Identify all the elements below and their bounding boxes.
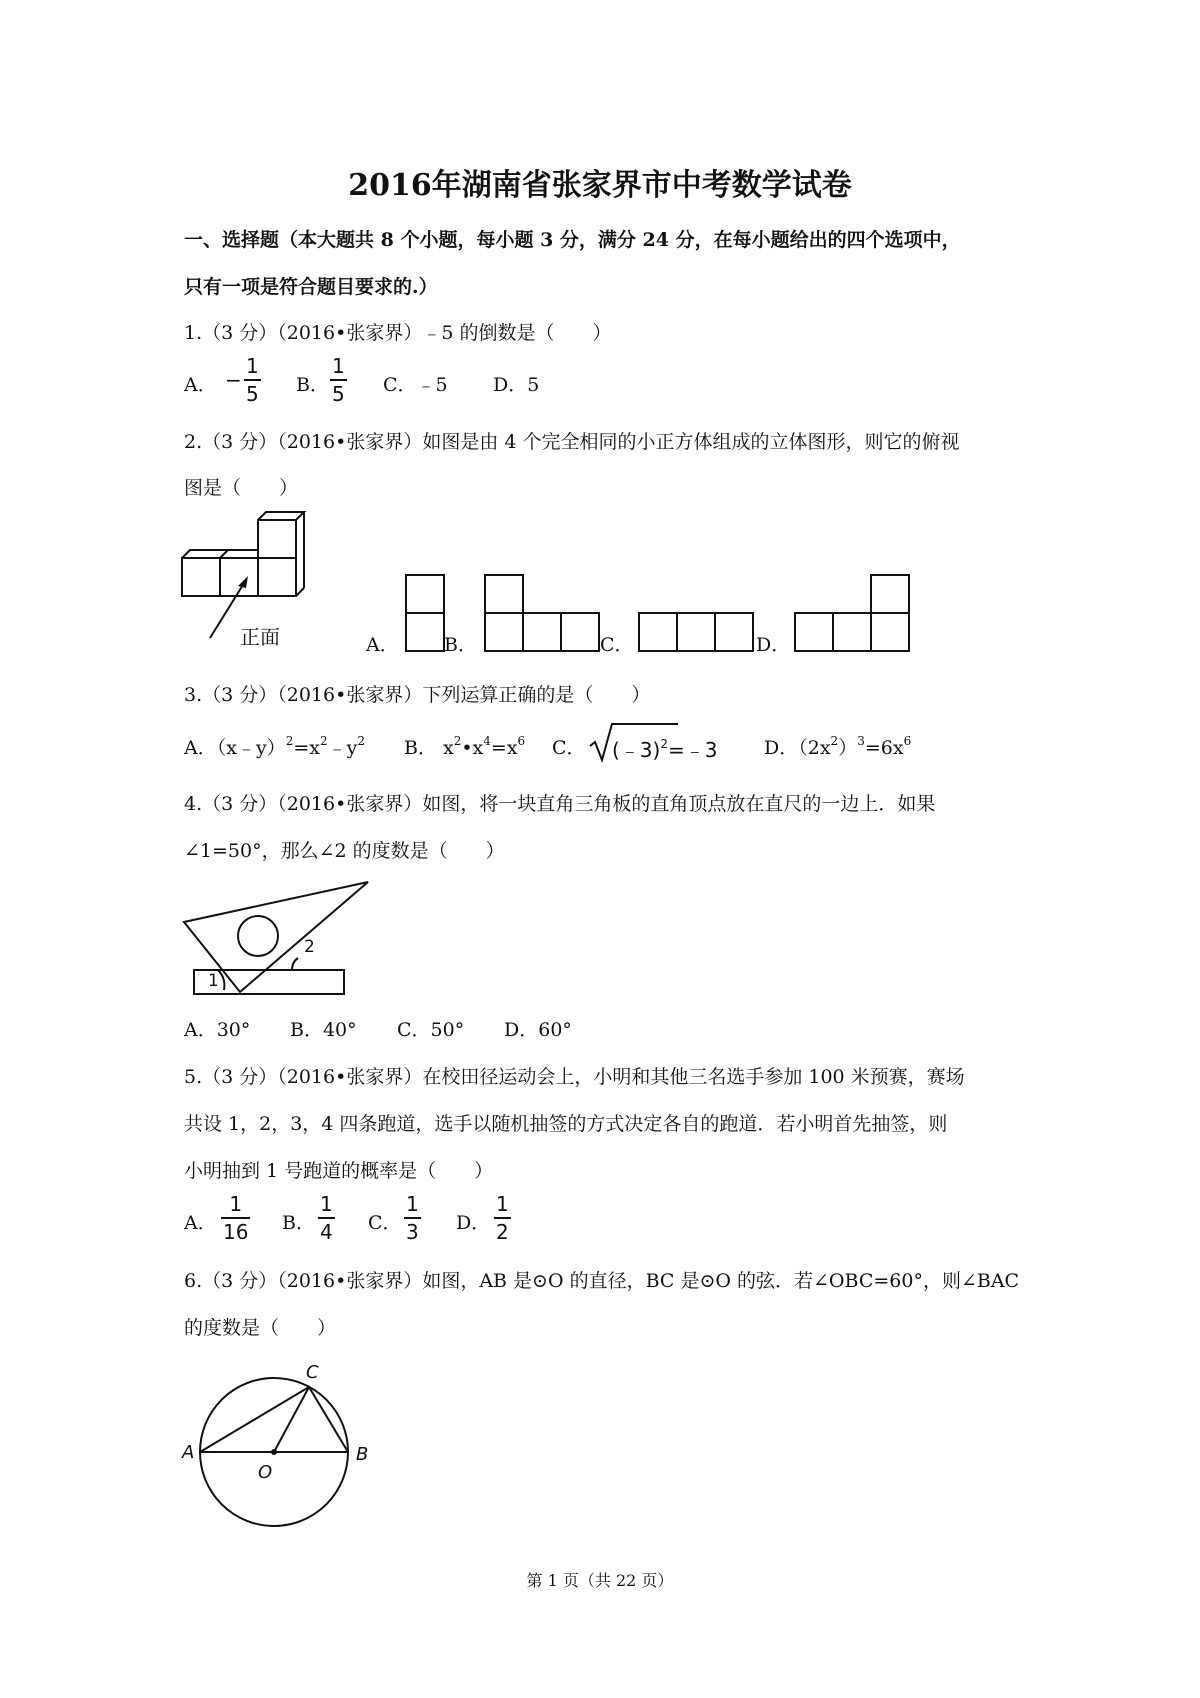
- q3-b-e2: 4: [483, 734, 491, 748]
- q5-option-c-label: C．: [368, 1212, 402, 1234]
- q1-a-denominator: 5: [246, 382, 259, 406]
- q5-option-a-label: A．: [184, 1212, 217, 1234]
- q3-d-label: D．: [764, 737, 799, 759]
- q2-cube-figure: [180, 518, 325, 648]
- q5-option-a-fraction: [221, 1193, 250, 1243]
- q1-b-numerator: 1: [332, 354, 345, 378]
- q3-option-a: [184, 733, 365, 760]
- q3-d-e2: 3: [857, 734, 865, 748]
- q6-label-c: C: [306, 1362, 319, 1383]
- question-2-stem-line1: 2.（3 分）（2016•张家界）如图是由 4 个完全相同的小正方体组成的立体图形，则它的俯视: [184, 431, 960, 453]
- q3-a-rest: =x: [293, 737, 320, 759]
- q6-label-b: B: [356, 1444, 369, 1465]
- q5-c-denominator: 3: [406, 1220, 419, 1244]
- q3-a-exp3: 2: [357, 734, 365, 748]
- q3-d-e3: 6: [903, 734, 912, 748]
- question-4-stem-line1: 4.（3 分）（2016•张家界）如图，将一块直角三角板的直角顶点放在直尺的一边上．如果: [184, 793, 936, 815]
- q3-option-d: [764, 733, 911, 760]
- page-footer: 第 1 页（共 22 页）: [526, 1571, 674, 1590]
- q3-b-label: B．: [404, 737, 437, 759]
- q2-option-a-figure: [405, 574, 447, 654]
- fraction-bar: [221, 1217, 250, 1219]
- q3-a-exp: 2: [285, 734, 294, 748]
- q2-option-c-figure: [638, 612, 756, 654]
- q3-b-rest: =x: [490, 737, 518, 759]
- q3-a-exp2: 2: [319, 734, 328, 748]
- q3-option-c-label: C．: [552, 737, 586, 759]
- fraction-bar: [404, 1217, 421, 1219]
- q2-option-d-figure: [794, 574, 912, 654]
- q4-angle1-label: 1: [208, 971, 219, 991]
- question-5-stem-line2: 共设 1，2，3，4 四条跑道，选手以随机抽签的方式决定各自的跑道．若小明首先抽签，则: [184, 1113, 948, 1135]
- q2-option-d-label: D．: [756, 634, 791, 656]
- q1-option-d: D．5: [493, 374, 540, 396]
- q3-b-e1: 2: [453, 734, 462, 748]
- fraction-bar: [244, 379, 261, 381]
- q4-option-b: B．40°: [290, 1019, 357, 1041]
- q3-c-radicand: [612, 734, 717, 763]
- q4-option-a: A．30°: [184, 1019, 251, 1041]
- question-4-stem-line2: ∠1=50°，那么∠2 的度数是（ ）: [184, 840, 505, 862]
- question-1-stem: 1.（3 分）（2016•张家界）﹣5 的倒数是（ ）: [184, 322, 612, 344]
- q3-d-close: ）: [838, 737, 858, 759]
- q2-front-label: 正面: [240, 625, 280, 649]
- q3-option-b: [404, 733, 525, 760]
- q4-angle2-label: 2: [304, 937, 315, 957]
- q5-b-numerator: 1: [320, 1192, 333, 1216]
- q1-option-b-fraction: [330, 355, 347, 405]
- q5-a-numerator: 1: [229, 1192, 243, 1216]
- q2-option-c-label: C．: [600, 634, 634, 656]
- q3-c-radicand-base: (﹣3): [612, 738, 661, 762]
- q3-b-mid: •x: [461, 737, 484, 759]
- q5-option-b-label: B．: [282, 1212, 315, 1234]
- q3-d-rest: =6x: [864, 737, 904, 759]
- q3-d-e1: 2: [830, 734, 839, 748]
- q3-a-base: （x﹣y）: [216, 737, 286, 759]
- q1-option-a-sign: −: [225, 368, 242, 392]
- q1-option-a-label: A．: [184, 374, 217, 396]
- q2-option-b-figure: [484, 574, 602, 654]
- q1-option-a-fraction: [244, 355, 261, 405]
- q2-option-b-label: B．: [444, 634, 477, 656]
- fraction-bar: [494, 1217, 511, 1219]
- question-2-stem-line2: 图是（ ）: [184, 477, 299, 499]
- q2-option-a-label: A．: [366, 634, 399, 656]
- q3-c-exp: 2: [660, 737, 668, 751]
- question-6-stem-line1: 6.（3 分）（2016•张家界）如图，AB 是⊙O 的直径，BC 是⊙O 的弦．若∠OBC=60°，则∠BAC: [184, 1270, 1020, 1292]
- question-5-stem-line3: 小明抽到 1 号跑道的概率是（ ）: [184, 1160, 494, 1182]
- question-5-stem-line1: 5.（3 分）（2016•张家界）在校田径运动会上，小明和其他三名选手参加 100 米预赛，赛场: [184, 1066, 965, 1088]
- fraction-bar: [318, 1217, 335, 1219]
- q1-option-b-label: B．: [296, 374, 329, 396]
- q1-b-denominator: 5: [332, 382, 345, 406]
- section-header-line2: 只有一项是符合题目要求的.）: [184, 276, 438, 298]
- q5-d-numerator: 1: [496, 1192, 509, 1216]
- page-title: 2016年湖南省张家界市中考数学试卷: [348, 168, 852, 203]
- q5-d-denominator: 2: [496, 1220, 509, 1244]
- question-6-stem-line2: 的度数是（ ）: [184, 1317, 337, 1339]
- q3-a-rest2: ﹣y: [327, 737, 358, 759]
- q4-triangle-ruler-figure: [180, 880, 380, 1000]
- q6-label-o: O: [258, 1462, 273, 1483]
- q5-option-d-label: D．: [456, 1212, 491, 1234]
- section-header-line1: 一、选择题（本大题共 8 个小题，每小题 3 分，满分 24 分，在每小题给出的四个选项中，: [184, 229, 961, 251]
- question-3-stem: 3.（3 分）（2016•张家界）下列运算正确的是（ ）: [184, 684, 651, 706]
- q5-option-d-fraction: [494, 1193, 511, 1243]
- q4-option-c: C．50°: [397, 1019, 465, 1041]
- q5-b-denominator: 4: [320, 1220, 333, 1244]
- q1-option-c: C．﹣5: [383, 374, 448, 396]
- q3-b-x1: x: [442, 737, 454, 759]
- q4-option-d: D．60°: [504, 1019, 572, 1041]
- q3-a-label: A．: [184, 737, 217, 759]
- q6-label-a: A: [182, 1442, 195, 1463]
- q5-c-numerator: 1: [406, 1192, 419, 1216]
- fraction-bar: [330, 379, 347, 381]
- q3-d-base: （2x: [798, 737, 831, 759]
- q5-option-b-fraction: [318, 1193, 335, 1243]
- q1-a-numerator: 1: [246, 354, 259, 378]
- q5-a-denominator: 16: [223, 1220, 249, 1244]
- q3-b-e3: 6: [517, 734, 526, 748]
- q6-circle-figure: [180, 1354, 380, 1534]
- q3-c-rest: =﹣3: [667, 738, 718, 762]
- q5-option-c-fraction: [404, 1193, 421, 1243]
